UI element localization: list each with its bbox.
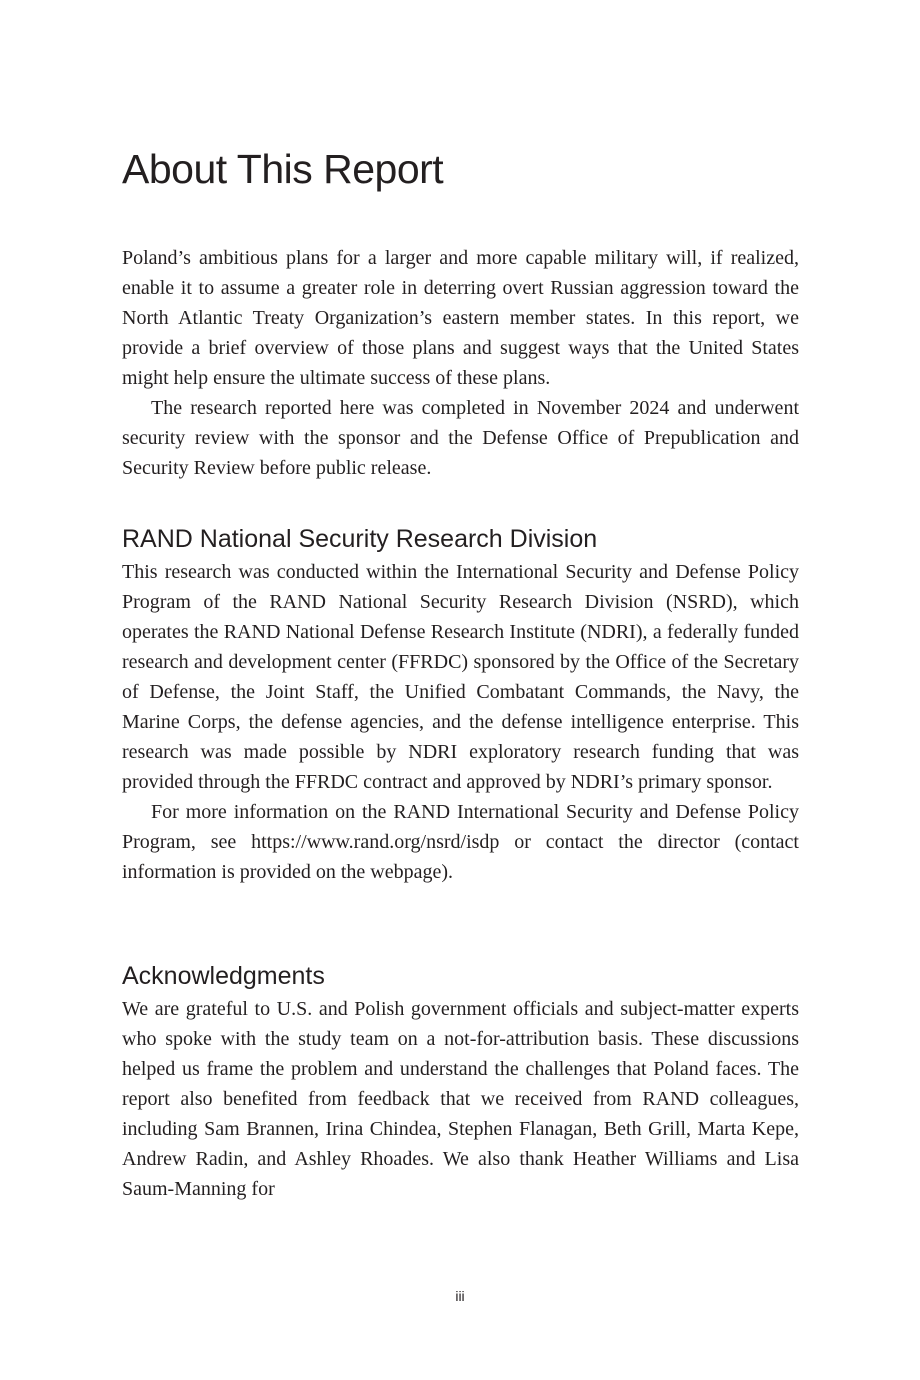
intro-paragraph: The research reported here was completed in November 2024 and underwent security review with the sponsor and the Defense Office of Prepublication and Security Review before public release. [122, 397, 799, 479]
acknowledgments-section [122, 959, 799, 1204]
nsrd-section [122, 522, 799, 887]
section-heading-acknowledgments: Acknowledgments [122, 962, 325, 990]
intro-section [122, 243, 799, 483]
intro-paragraph: Poland’s ambitious plans for a larger and more capable military will, if realized, enable it to assume a greater role in deterring overt Russian aggression toward the North Atlantic Treaty Organization’s eastern member states. In this report, we provide a brief overview of those plans and suggest ways that the United States might help ensure the ultimate success of these plans. [122, 247, 799, 389]
acknowledgments-paragraph: We are grateful to U.S. and Polish government officials and subject-matter experts who spoke with the study team on a not-for-attribution basis. These discussions helped us frame the problem and understand the challenges that Poland faces. The report also benefited from feedback that we received from RAND colleagues, including Sam Brannen, Irina Chindea, Stephen Flanagan, Beth Grill, Marta Kepe, Andrew Radin, and Ashley Rhoades. We also thank Heather Williams and Lisa Saum-Manning for [122, 998, 799, 1200]
page-title: About This Report [122, 146, 444, 192]
nsrd-paragraph: For more information on the RAND International Security and Defense Policy Program, see https://www.rand.org/nsrd/isdp or contact the director (contact information is provided on the webpage). [122, 801, 799, 883]
section-heading-nsrd: RAND National Security Research Division [122, 525, 598, 553]
nsrd-paragraph: This research was conducted within the International Security and Defense Policy Program of the RAND National Security Research Division (NSRD), which operates the RAND National Defense Research Institute (NDRI), a federally funded research and development center (FFRDC) sponsored by the Office of the Secretary of Defense, the Joint Staff, the Unified Combatant Commands, the Navy, the Marine Corps, the defense agencies, and the defense intelligence enterprise. This research was made possible by NDRI exploratory research funding that was provided through the FFRDC contract and approved by NDRI’s primary sponsor. [122, 561, 799, 793]
page-number: iii [455, 1288, 465, 1304]
